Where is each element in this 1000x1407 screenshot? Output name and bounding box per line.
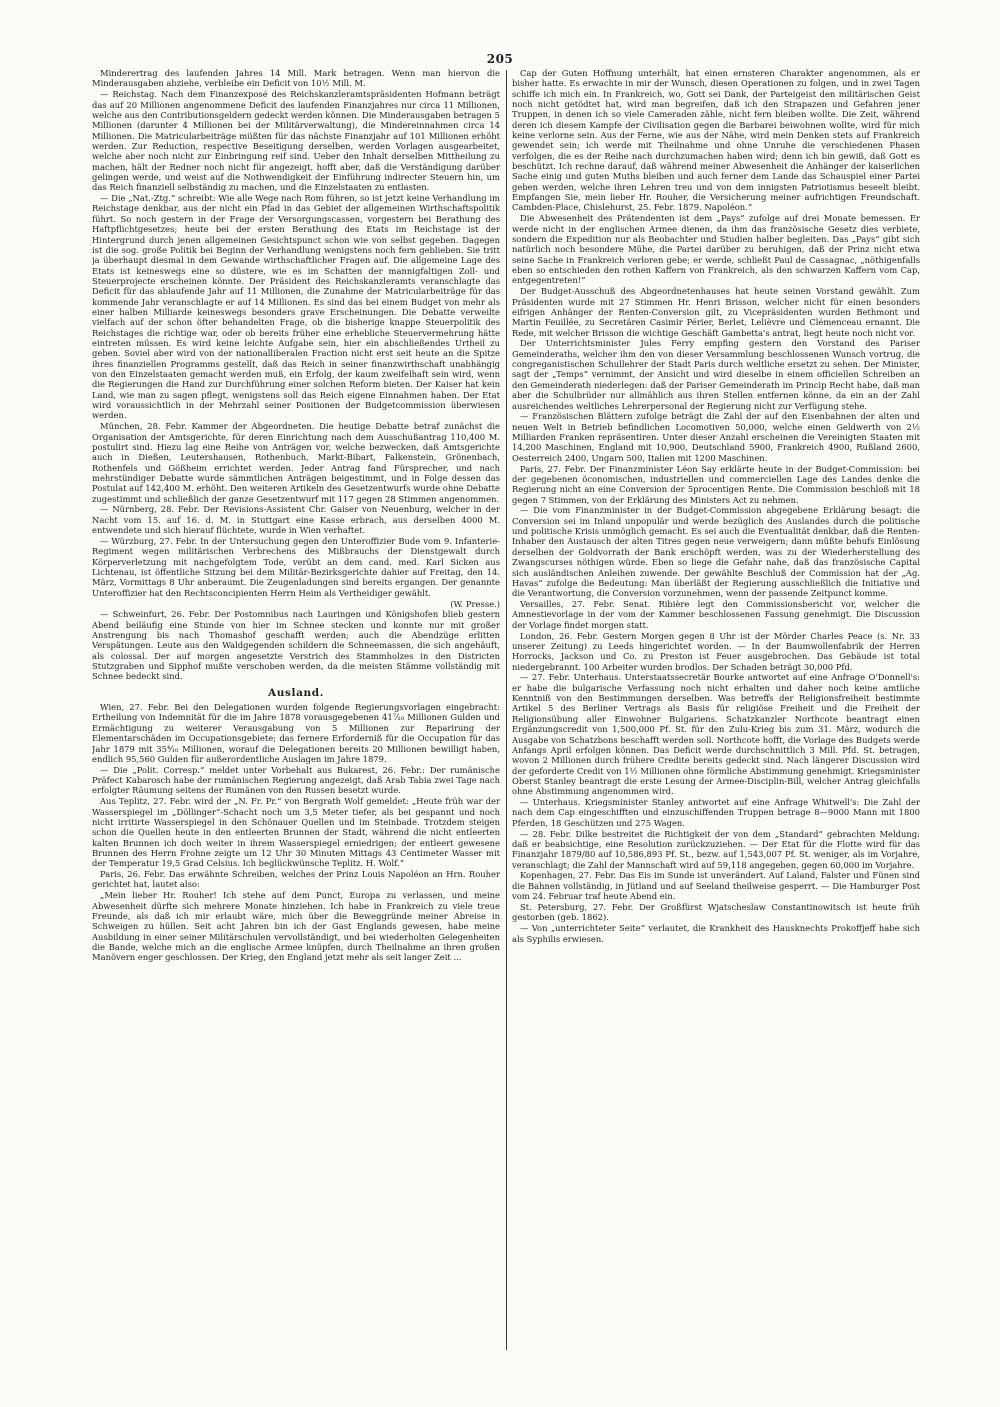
article-paragraph: — Von „unterrichteter Seite“ verlautet, die Krankheit des Hausknechts Prokoffjeff habe sich als Syphilis erwiesen.: [512, 923, 920, 944]
article-paragraph: St. Petersburg, 27. Febr. Der Großfürst Wjatscheslaw Constantinowitsch ist heute früh gestorben (geb. 1862).: [512, 902, 920, 923]
article-paragraph: — Die „Polit. Corresp.“ meldet unter Vorbehalt aus Bukarest, 26. Febr.: Der rumänische Präfect Kabarosch habe der rumänischen Regierung angezeigt, daß Arab Tabia zwei Tage nach erfolgter Räumung seitens der Rumänen von den Russen besetzt wurde.: [92, 764, 500, 796]
article-paragraph: Cap der Guten Hoffnung unterhält, hat einen ernsteren Charakter angenommen, als er bisher hatte. Es erwachte in mir der Wunsch, diesen Operationen zu folgen, und in zwei Tagen schiffe ich mich ein. In Frankreich, wo, Gott sei Dank, der Parteigeist den militärischen Geist noch nicht getödtet hat, wird man begreifen, daß ich den Strapazen und Gefahren jener Truppen, in denen ich so viele Cameraden zähle, nicht fern bleiben wollte. Die Zeit, während deren ich diesem Kampfe der Civilisation gegen die Barbarei beiwohnen wollte, wird für mich keine verlorne sein. Aus der Ferne, wie aus der Nähe, wird mein Denken stets auf Frankreich gewendet sein; ich werde mit Theilnahme und ohne Unruhe die verschiedenen Phasen verfolgen, die es der Reihe nach durchzumachen haben wird; denn ich bin gewiß, daß Gott es beschützt. Ich rechne darauf, daß während meiner Abwesenheit die Anhänger der kaiserlichen Sache einig und guten Muths bleiben und auch ferner dem Lande das Schauspiel einer Partei geben werden, welche ihren Lehren treu und von dem innigsten Patriotismus beseelt bleibt. Empfangen Sie, mein lieber Hr. Rouher, die Versicherung meiner aufrichtigen Freundschaft. Cambden-Place, Chislehurst, 25. Febr. 1879. Napoléon.“: [512, 68, 920, 213]
article-paragraph: — Die vom Finanzminister in der Budget-Commission abgegebene Erklärung besagt: die Conversion sei im Inland unpopulär und werde bezüglich des Auslandes durch die politische und politische Krisis unmöglich gemacht. Es sei auch die Eventualität denkbar, daß die Renten-Inhaber den Austausch der alten Titres gegen neue verweigern; dann müßte behufs Einlösung derselben der Goldvorrath der Bank erschöpft werden, was zu der Wiederherstellung des Zwangscurses nöthigen würde. Eben so liege die Gefahr nahe, daß das französische Capital sich ausländischen Anleihen zuwende. Der gewählte Beschluß der Commission hat der „Ag. Havas“ zufolge die Bedeutung: Man überläßt der Regierung ausschließlich die Initiative und die Verantwortung, die Conversion vorzunehmen, wenn der passende Zeitpunct komme.: [512, 505, 920, 599]
article-paragraph: Der Unterrichtsminister Jules Ferry empfing gestern den Vorstand des Pariser Gemeinderaths, welcher ihm den von dieser Versammlung beschlossenen Wunsch vortrug, die congreganistischen Schullehrer der Stadt Paris durch weltliche ersetzt zu sehen. Der Minister, sagt der „Temps“ vernimmt, der Ansicht und wird dieselbe in einem officiellen Schreiben an den Gemeinderath niederlegen: daß der Pariser Gemeinderath im Princip Recht habe, daß man aber die Schulbrüder nur allmählich aus ihren Stellen entfernen könne, da ein an der Zahl ausreichendes weltliches Lehrerpersonal der Regierung nicht zur Verfügung stehe.: [512, 338, 920, 411]
article-paragraph: Minderertrag des laufenden Jahres 14 Mill. Mark betragen. Wenn man hiervon die Minderausgaben abziehe, verbleibe ein Deficit von 10½ Mill. M.: [92, 68, 500, 89]
article-paragraph: London, 26. Febr. Gestern Morgen gegen 8 Uhr ist der Mörder Charles Peace (s. Nr. 33 unserer Zeitung) zu Leeds hingerichtet worden. — In der Baumwollenfabrik der Herren Horrocks, Jackson und Co. zu Preston ist Feuer ausgebrochen. Das Gebäude ist total niedergebrannt. 100 Arbeiter wurden brodlos. Der Schaden beträgt 30,000 Pfd.: [512, 630, 920, 672]
article-paragraph: Kopenhagen, 27. Febr. Das Eis im Sunde ist unverändert. Auf Laland, Falster und Fünen sind die Bahnen vollständig, in Jütland und auf Seeland theilweise gesperrt. — Die Hamburger Post vom 24. Februar traf heute Abend ein.: [512, 870, 920, 902]
section-heading-ausland: Ausland.: [268, 686, 324, 699]
article-paragraph: Paris, 26. Febr. Das erwähnte Schreiben, welches der Prinz Louis Napoléon an Hrn. Rouher gerichtet hat, lautet also:: [92, 869, 500, 890]
article-paragraph: — Französischen Blättern zufolge beträgt die Zahl der auf den Eisenbahnen der alten und neuen Welt in Betrieb befindlichen Locomotiven 50,000, welche einen Geldwerth von 2½ Milliarden Franken repräsentiren. Unter dieser Anzahl erscheinen die Vereinigten Staaten mit 14,200 Maschinen, England mit 10,900, Deutschland 5900, Frankreich 4900, Rußland 2600, Oesterreich 2400, Ungarn 500, Italien mit 1200 Maschinen.: [512, 411, 920, 463]
article-paragraph: München, 28. Febr. Kammer der Abgeordneten. Die heutige Debatte betraf zunächst die Organisation der Amtsgerichte, für deren Einrichtung nach dem Ausschußantrag 110,400 M. postulirt sind. Hiezu lag eine Reihe von Anträgen vor, welche bezwecken, daß Amtsgerichte auch in Dießen, Leutershausen, Rothenbuch, Markt-Bibart, Falkenstein, Grönenbach, Rothenfels und Gößheim errichtet werden. Jeder Antrag fand Fürsprecher, und nach mehrstündiger Debatte wurde sämmtlichen Anträgen beigestimmt, und in Folge dessen das Postulat auf 142,400 M. erhöht. Den weiteren Artikeln des Gesetzentwurfs wurde ohne Debatte zugestimmt und schließlich der ganze Gesetzentwurf mit 117 gegen 28 Stimmen angenommen.: [92, 421, 500, 504]
right-column: [512, 68, 920, 1368]
article-paragraph: — Unterhaus. Kriegsminister Stanley antwortet auf eine Anfrage Whitwell's: Die Zahl der nach dem Cap eingeschifften und einzuschiffenden Truppen betrage 8—9000 Mann mit 1800 Pferden, 18 Geschützen und 275 Wagen.: [512, 797, 920, 828]
article-paragraph: — Schweinfurt, 26. Febr. Der Postomnibus nach Lauringen und Königshofen blieb gestern Abend beiläufig eine Stunde von hier im Schnee stecken und konnte nur mit großer Anstrengung bis nach Thomashof geschafft werden; auch die Abendzüge erlitten Verspätungen. Leute aus den Waldgegenden schildern die Schneemassen, die sich angehäuft, als colossal. Der auf morgen angesetzte Verstrich des Stammholzes in den Districten Stutzgraben und Sipphof mußte verschoben werden, da die meisten Stämme vollständig mit Schnee bedeckt sind.: [92, 609, 500, 682]
article-paragraph: — Nürnberg, 28. Febr. Der Revisions-Assistent Chr. Gaiser von Neuenburg, welcher in der Nacht vom 15. auf 16. d. M. in Stuttgart eine Kasse erbrach, aus derselben 4000 M. entwendete und sich hierauf flüchtete, wurde in Wien verhaftet.: [92, 504, 500, 536]
article-paragraph: — Die „Nat.-Ztg.“ schreibt: Wie alle Wege nach Rom führen, so ist jetzt keine Verhandlung im Reichstage denkbar, aus der nicht ein Pfad in das Gebiet der allgemeinen Wirthschaftspolitik führt. So noch gestern in der Frage der Versorgungscassen, vorgestern bei Berathung des Haftpflichtgesetzes; heute bei der ersten Berathung des Etats im Reichstage ist der Hintergrund durch jenen allgemeinen Gesichtspunct schon wie von selbst gegeben. Dagegen ist die sog. große Politik bei Beginn der Verhandlung wenigstens noch fern geblieben. Sie tritt ja überhaupt diesmal in dem Gewande wirthschaftlicher Fragen auf. Die allgemeine Lage des Etats ist keineswegs eine so düstere, wie es im Schatten der mannigfaltigen Zoll- und Steuerprojecte erscheinen könnte. Der Präsident des Reichskanzleramts veranschlagte das Deficit für das ablaufende Jahr auf 11 Millionen, die Zunahme der Matricularbeiträge für das kommende Jahr veranschlagte er auf 14 Millionen. Es sind das bei einem Budget von mehr als einer halben Milliarde keineswegs besonders grave Erscheinungen. Die Debatte verweilte vielfach auf der schon öfter behandelten Frage, ob die bisherige knappe Steuerpolitik des Reichstages die richtige war, oder ob bereits früher eine erhebliche Steuervermehrung hätte eintreten müssen. Es wird keine leichte Aufgabe sein, hier ein abschließendes Urtheil zu geben. Soviel aber wird von der nationalliberalen Fraction nicht erst seit heute an die Spitze ihres finanziellen Programms gestellt, daß das Reich in seiner finanzwirthschaft unabhängig von den Einzelstaaten gemacht werden muß, ein Erfolg, der kaum zweifelhaft sein wird, wenn die Regierungen die Hand zur Durchführung einer solchen Reform bieten. Der Kaiser hat kein Land, wie man zu sagen pflegt, wenigstens soll das Reich eigene Einnahmen haben. Der Etat wird voraussichtlich in der Mehrzahl seiner Positionen der Budgetcommission überwiesen werden.: [92, 193, 500, 421]
column-divider: [506, 70, 507, 1350]
article-paragraph: — Reichstag. Nach dem Finanzexposé des Reichskanzleramtspräsidenten Hofmann beträgt das auf 20 Millionen angenommene Deficit des laufenden Finanzjahres nur circa 11 Millionen, welche aus den Contributionsgeldern gedeckt werden können. Die Minderausgaben betragen 5 Millionen (darunter 4 Millionen bei der Militärverwaltung), die Mindereinnahmen circa 14 Millionen. Die Matricularbeiträge müßten für das nächste Finanzjahr auf 101 Millionen erhöht werden. Zur Reduction, respective Beseitigung derselben, werden Vorlagen ausgearbeitet, welche aber noch nicht zur Einbringung reif sind. Ueber den Inhalt derselben Mittheilung zu machen, hält der Redner noch nicht für angezeigt, hofft aber, daß die Verständigung darüber gelingen werde, und weist auf die Nothwendigkeit der Einführung indirecter Steuern hin, um das Reich finanziell selbständig zu machen, und die Einzelstaaten zu entlasten.: [92, 89, 500, 193]
article-paragraph: — 28. Febr. Dilke bestreitet die Richtigkeit der von dem „Standard“ gebrachten Meldung: daß er beabsichtige, eine Resolution zurückzuziehen. — Der Etat für die Flotte wird für das Finanzjahr 1879/80 auf 10,586,893 Pf. St., bezw. auf 1,543,007 Pf. St. weniger, als im Vorjahre, veranschlagt; die Zahl der Mannschaft wird auf 59,118 angegeben, gegen 60,000 im Vorjahre.: [512, 828, 920, 870]
left-column: [92, 68, 500, 1368]
article-paragraph: Die Abwesenheit des Prätendenten ist dem „Pays“ zufolge auf drei Monate bemessen. Er werde nicht in der englischen Armee dienen, da ihm das französische Gesetz dies verbiete, sondern die Expedition nur als Beobachter und Studien halber begleiten. Das „Pays“ gibt sich natürlich noch besondere Mühe, die Partei darüber zu beruhigen, daß der Prinz nicht etwa seine Sache in Frankreich verloren gebe; er werde, schließt Paul de Cassagnac, „nöthigenfalls eben so entschieden den rothen Kaffern von Frankreich, als den schwarzen Kaffern vom Cap, entgegentreten!“: [512, 213, 920, 286]
page-number: 205: [486, 52, 514, 66]
article-paragraph: — Würzburg, 27. Febr. In der Untersuchung gegen den Unteroffizier Bude vom 9. Infanterie-Regiment wegen militärischen Verbrechens des Mißbrauchs der Dienstgewalt durch Körperverletzung mit nachgefolgtem Tode, verübt an dem cand. med. Karl Sicken aus Lichtenau, ist öffentliche Sitzung bei dem Militär-Bezirksgerichte dahier auf Freitag, den 14. März, Vormittags 8 Uhr anberaumt. Die Zeugenladungen sind bereits ergangen. Der genannte Unteroffizier hat den Rechtsconcipienten Herrn Heim als Vertheidiger gewählt.: [92, 535, 500, 598]
article-paragraph: Paris, 27. Febr. Der Finanzminister Léon Say erklärte heute in der Budget-Commission: bei der gegebenen öconomischen, industriellen und commerciellen Lage des Landes denke die Regierung nicht an eine Conversion der 5procentigen Rente. Die Commission beschloß mit 18 gegen 7 Stimmen, von der Erklärung des Ministers Act zu nehmen.: [512, 463, 920, 505]
article-paragraph: Der Budget-Ausschuß des Abgeordnetenhauses hat heute seinen Vorstand gewählt. Zum Präsidenten wurde mit 27 Stimmen Hr. Henri Brisson, welcher nicht für einen besonders eifrigen Anhänger der Renten-Conversion gilt, zu Vicepräsidenten wurden Bethmont und Martin Feuillée, zu Secretären Casimir Périer, Berlet, Lelièvre und Clémenceau ernannt. Die Rede, mit welcher Brisson die wichtige Geschäft Gambetta's antrat, liegt heute noch nicht vor.: [512, 286, 920, 338]
article-paragraph: Wien, 27. Febr. Bei den Delegationen wurden folgende Regierungsvorlagen eingebracht: Ertheilung von Indemnität für die im Jahre 1878 vorausgegebenen 41⁷⁄₁₀ Millionen Gulden und Ermächtigung zu weiterer Verausgabung von 5 Millionen zur Reparirung der Elementarschäden im Occupationsgebiete; das fernere Erforderniß für die Occupation für das Jahr 1879 mit 35⁴⁄₁₀ Millionen, worauf die Delegationen bereits 20 Millionen bewilligt haben, endlich 95,560 Gulden für außerordentliche Auslagen im Jahre 1879.: [92, 702, 500, 764]
article-paragraph: Aus Teplitz, 27. Febr. wird der „N. Fr. Pr.“ von Bergrath Wolf gemeldet: „Heute früh war der Wasserspiegel im „Döllinger“-Schacht noch um 3,5 Meter tiefer, als bei gespannt und noch nicht irritirte Wasserspiegel in den Schönauer Quellen und im Steinbade. Trotzdem steigen schon die Quellen heute in den entleerten Brunnen der Stadt, während die nicht entleerten kalten Brunnen ich doch weiter in ihrem Wasserspiegel erniedrigen; der entleert gewesene Brunnen des Herrn Frohne zeigte um 12 Uhr 30 Minuten Mittags 43 Centimeter Wasser mit der Temperatur 19,5 Grad Celsius. Ich beglückwünsche Teplitz. H. Wolf.“: [92, 796, 500, 869]
article-paragraph: „Mein lieber Hr. Rouher! Ich stehe auf dem Punct, Europa zu verlassen, und meine Abwesenheit dürfte sich mehrere Monate hinziehen. Ich habe in Frankreich zu viele treue Freunde, als daß ich mir erlaubt wäre, mich über die Beweggründe meiner Abreise in Schweigen zu hüllen. Seit acht Jahren bin ich der Gast Englands gewesen, habe meine Ausbildung in einer seiner Militärschulen vervollständigt, und bei wiederholten Gelegenheiten die Bande, welche mich an die englische Armee knüpfen, durch Theilnahme an ihren großen Manövern enger geschlossen. Der Krieg, den England jetzt mehr als seit langer Zeit ...: [92, 890, 500, 963]
article-paragraph: Versailles, 27. Febr. Senat. Ribière legt den Commissionsbericht vor, welcher die Amnestievorlage in der vom der Kammer beschlossenen Fassung genehmigt. Die Discussion der Vorlage findet morgen statt.: [512, 599, 920, 630]
article-paragraph: — 27. Febr. Unterhaus. Unterstaatssecretär Bourke antwortet auf eine Anfrage O'Donnell's: er habe die bulgarische Verfassung noch nicht erhalten und daher noch keine amtliche Kenntniß von den Bestimmungen derselben. Was betreffs der Religionsfreiheit bestimmte Artikel 5 des Berliner Vertrags als Basis für religiöse Freiheit und die Freiheit der Religionsübung aller Einwohner Bulgariens. Schatzkanzler Northcote beantragt einen Ergänzungscredit von 1,500,000 Pf. St. für den Zulu-Krieg bis zum 31. März, wodurch die Ausgabe von Schatzbons beschafft werden soll. Northcote hofft, die Vorlage des Budgets werde Anfangs April erfolgen können. Das Deficit werde durchschnittlich 3 Mill. Pfd. St. betragen, wovon 2 Millionen durch frühere Credite bereits gedeckt sind. Nach längerer Discussion wird der geforderte Credit von 1½ Millionen ohne förmliche Abstimmung genehmigt. Kriegsminister Oberst Stanley beantragt die erste Lesung der Armee-Disciplin-Bill, welcher Antrag gleichfalls ohne Abstimmung angenommen wird.: [512, 672, 920, 797]
source-attribution: (W. Presse.): [450, 598, 500, 609]
